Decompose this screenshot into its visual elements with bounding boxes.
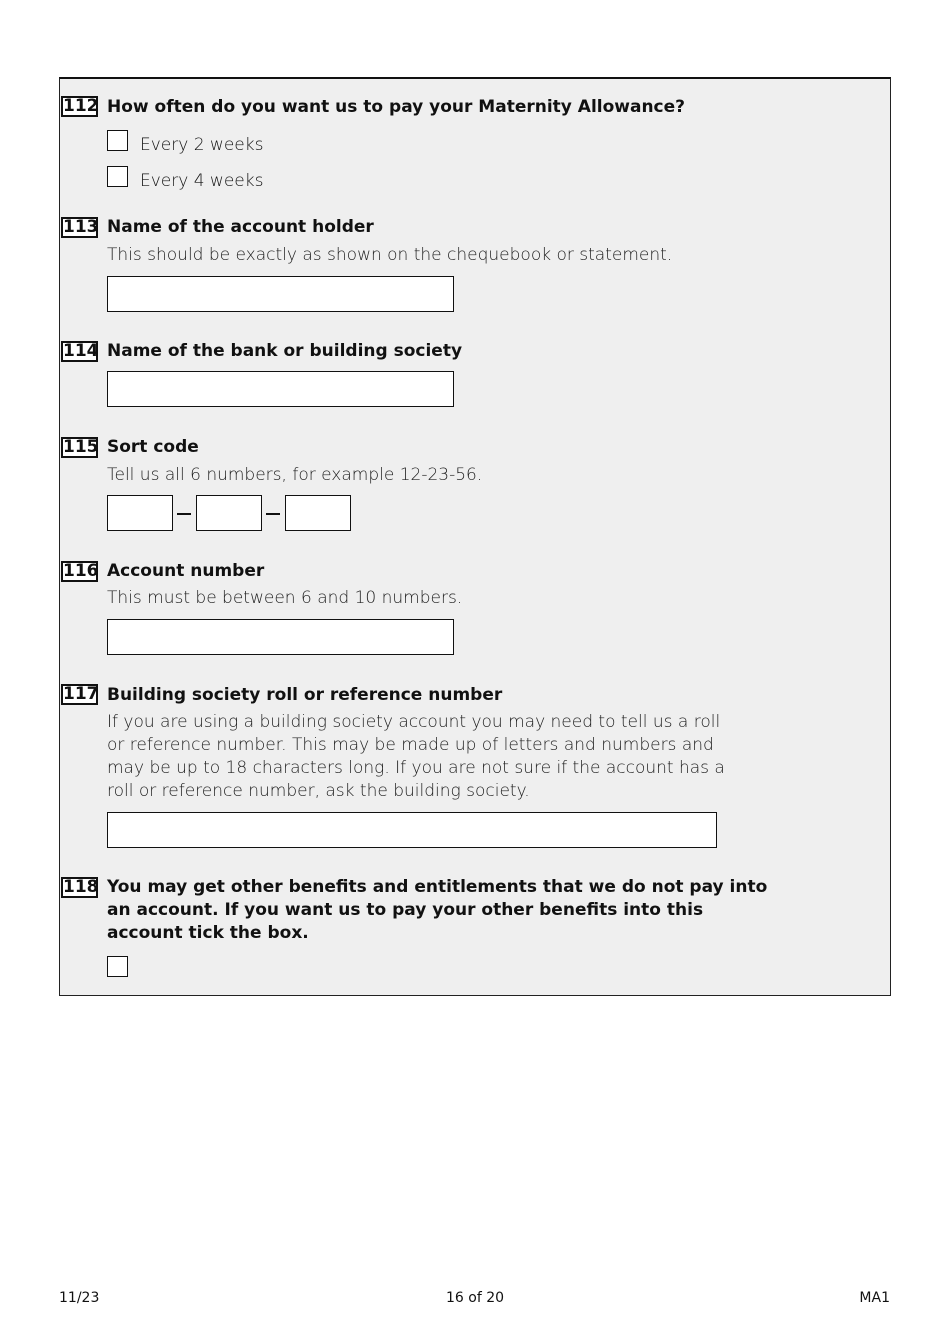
footer-page-number: 16 of 20 [445, 1290, 505, 1306]
question-117-help-line: or reference number. This may be made up of letters and numbers and [107, 735, 714, 755]
question-116-help: This must be between 6 and 10 numbers. [107, 588, 463, 608]
sort-code-part-1[interactable] [107, 495, 173, 531]
account-holder-name-field[interactable] [107, 276, 454, 312]
sort-code-part-3[interactable] [285, 495, 351, 531]
footer-date: 11/23 [59, 1290, 100, 1306]
question-117-title: Building society roll or reference number [107, 685, 503, 705]
question-117-help-line: roll or reference number, ask the building society. [107, 781, 530, 801]
question-number-112: 112 [63, 96, 99, 116]
every-2-weeks-checkbox[interactable] [107, 130, 128, 151]
question-number-117: 117 [63, 684, 99, 704]
question-118-title-line: You may get other benefits and entitlements that we do not pay into [107, 877, 768, 897]
account-number-field[interactable] [107, 619, 454, 655]
question-118-title-line: account tick the box. [107, 923, 309, 943]
question-116-title: Account number [107, 561, 265, 581]
question-number-113: 113 [63, 217, 99, 237]
question-number-115: 115 [63, 437, 99, 457]
bank-details-section [59, 77, 891, 996]
question-number-118: 118 [63, 877, 99, 897]
sort-code-dash [177, 513, 191, 515]
question-117-help-line: If you are using a building society account you may need to tell us a roll [107, 712, 721, 732]
every-4-weeks-label: Every 4 weeks [140, 171, 264, 191]
footer-form-code: MA1 [859, 1290, 890, 1306]
pay-other-benefits-checkbox[interactable] [107, 956, 128, 977]
sort-code-part-2[interactable] [196, 495, 262, 531]
question-115-title: Sort code [107, 437, 199, 457]
question-113-help: This should be exactly as shown on the chequebook or statement. [107, 245, 673, 265]
question-number-114: 114 [63, 341, 99, 361]
every-4-weeks-checkbox[interactable] [107, 166, 128, 187]
bank-name-field[interactable] [107, 371, 454, 407]
question-113-title: Name of the account holder [107, 217, 374, 237]
sort-code-dash [266, 513, 280, 515]
question-118-title-line: an account. If you want us to pay your other benefits into this [107, 900, 704, 920]
question-115-help: Tell us all 6 numbers, for example 12-23-56. [107, 465, 483, 485]
every-2-weeks-label: Every 2 weeks [140, 135, 264, 155]
question-number-116: 116 [63, 561, 99, 581]
question-114-title: Name of the bank or building society [107, 341, 463, 361]
question-117-help-line: may be up to 18 characters long. If you are not sure if the account has a [107, 758, 725, 778]
question-112-title: How often do you want us to pay your Maternity Allowance? [107, 97, 686, 117]
roll-reference-number-field[interactable] [107, 812, 717, 848]
